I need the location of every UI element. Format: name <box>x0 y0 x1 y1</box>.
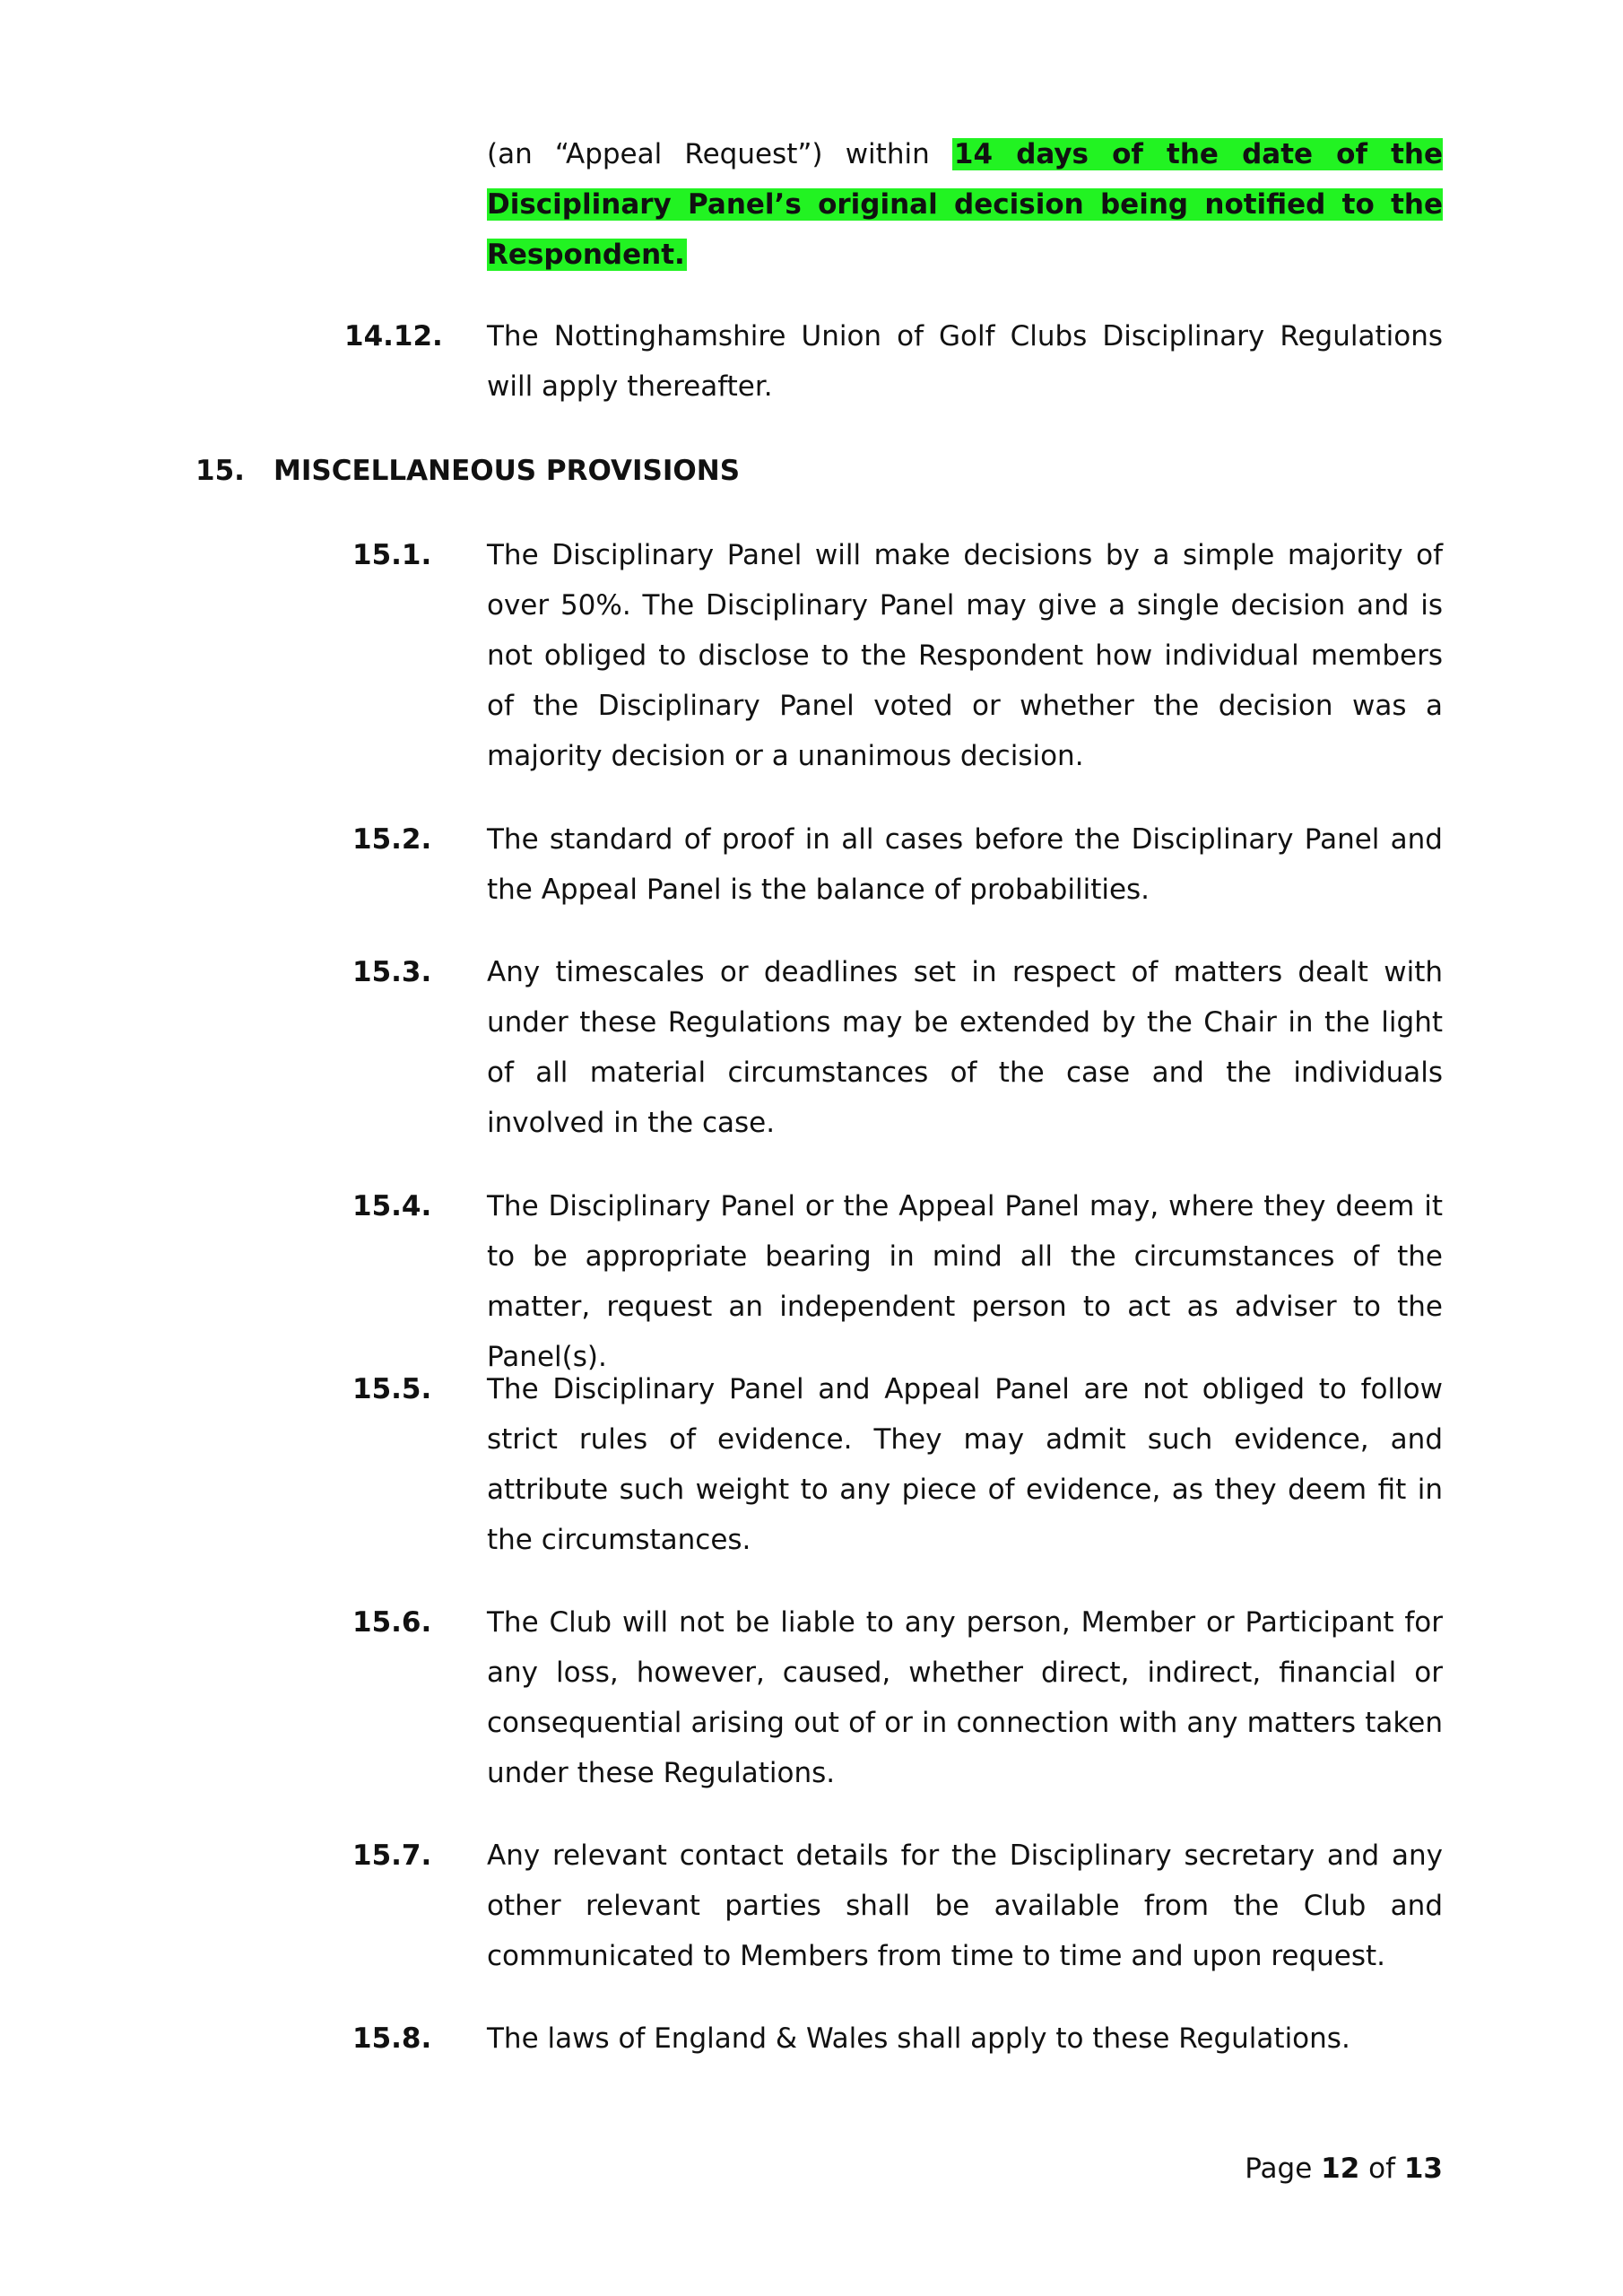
clause-text-15-5: The Disciplinary Panel and Appeal Panel are not obliged to follow strict rules of evidence. They may admit such evidence, and attribute such weight to any piece of evidence, as they deem fit in the circumstances. <box>487 1373 1443 1556</box>
clause-number-15-7: 15.7. <box>352 1839 432 1872</box>
page-footer <box>1245 2144 1443 2194</box>
clause-text-15-6: The Club will not be liable to any person, Member or Participant for any loss, however, caused, whether direct, indirect, financial or consequential arising out of or in connection with any matters taken under these Regulations. <box>487 1606 1443 1789</box>
page-current: 12 <box>1321 2152 1360 2185</box>
clause-number-15-1: 15.1. <box>352 539 432 571</box>
clause-number-15-2: 15.2. <box>352 823 432 856</box>
clause-14-11-continuation <box>487 129 1443 280</box>
clause-number-15-3: 15.3. <box>352 956 432 988</box>
clause-text-15-3: Any timescales or deadlines set in respect of matters dealt with under these Regulations may be extended by the Chair in the light of all material circumstances of the case and the individuals involved in the case. <box>487 956 1443 1139</box>
deadline-highlight: 14 days of the date of the Disciplinary Panel’s original decision being notified to the Respondent. <box>487 138 1443 271</box>
page-total: 13 <box>1403 2152 1443 2185</box>
clause-number-15-8: 15.8. <box>352 2022 432 2055</box>
clause-text-15-8: The laws of England & Wales shall apply to these Regulations. <box>487 2022 1350 2055</box>
clause-number-15-4: 15.4. <box>352 1190 432 1222</box>
page-word: Page <box>1245 2152 1322 2185</box>
of-word: of <box>1359 2152 1404 2185</box>
clause-text-15-4: The Disciplinary Panel or the Appeal Panel may, where they deem it to be appropriate bearing in mind all the circumstances of the matter, request an independent person to act as adviser to the Panel(s). <box>487 1190 1443 1373</box>
clause-text-15-7: Any relevant contact details for the Disciplinary secretary and any other relevant parties shall be available from the Club and communicated to Members from time to time and upon request. <box>487 1839 1443 1972</box>
clause-14-11-lead: (an “Appeal Request”) within <box>487 138 952 170</box>
clause-number-14-12: 14.12. <box>344 320 443 352</box>
clause-number-15-5: 15.5. <box>352 1373 432 1405</box>
clause-text-15-2: The standard of proof in all cases before the Disciplinary Panel and the Appeal Panel is the balance of probabilities. <box>487 823 1443 906</box>
clause-text-15-1: The Disciplinary Panel will make decisions by a simple majority of over 50%. The Disciplinary Panel may give a single decision and is not obliged to disclose to the Respondent how individual members of the Disciplinary Panel voted or whether the decision was a majority decision or a unanimous decision. <box>487 539 1443 772</box>
section-title-15: MISCELLANEOUS PROVISIONS <box>273 455 741 487</box>
clause-text-14-12: The Nottinghamshire Union of Golf Clubs Disciplinary Regulations will apply thereafter. <box>487 320 1443 403</box>
clause-number-15-6: 15.6. <box>352 1606 432 1639</box>
section-number-15: 15. <box>195 455 245 487</box>
